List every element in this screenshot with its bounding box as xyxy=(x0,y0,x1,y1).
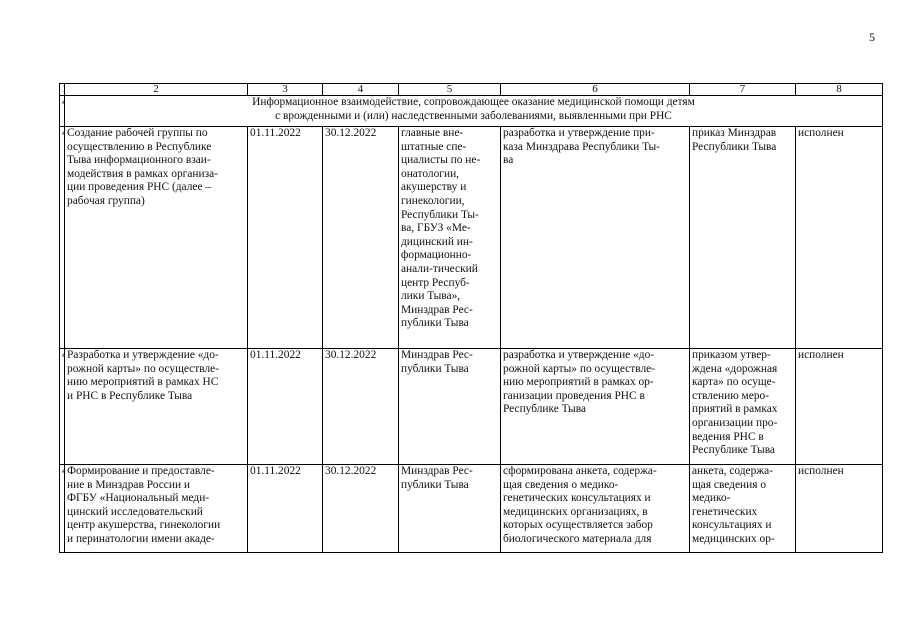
document-type: приказом утвер- ждена «дорожная карта» по осуще- ствлению меро- приятий в рамках организации про- ведения РНС в Республике Тыва xyxy=(690,349,796,465)
measure-name: Формирование и предоставле- ние в Минздрав России и ФГБУ «Национальный меди- цинский исследовательский центр акушерства, гинекологии и перинатологии имени акаде- xyxy=(65,465,248,553)
section-title: Информационное взаимодействие, сопровождающее оказание медицинской помощи детям с врожденными и (или) наследственными заболеваниями, выявленными при РНС xyxy=(65,96,883,127)
expected-result: разработка и утверждение «до- рожной карты» по осуществле- нию мероприятий в рамках ор- ганизации проведения РНС в Республике Тыва xyxy=(501,349,690,465)
status: исполнен xyxy=(796,127,883,349)
table-row xyxy=(60,465,883,553)
expected-result: сформирована анкета, содержа- щая сведения о медико- генетических консультациях и медицинских организациях, в которых осуществляется забор биологического материала для xyxy=(501,465,690,553)
table-row xyxy=(60,349,883,465)
end-date: 30.12.2022 xyxy=(323,465,399,553)
end-date: 30.12.2022 xyxy=(323,349,399,465)
responsible: Минздрав Рес- публики Тыва xyxy=(399,349,501,465)
column-number-4: 4 xyxy=(323,84,399,96)
start-date: 01.11.2022 xyxy=(248,349,323,465)
responsible: главные вне- штатные спе- циалисты по не- онатологии, акушерству и гинекологии, Республики Ты- ва, ГБУЗ «Ме- дицинский ин- формационно- анали-тический центр Респуб- лики Тыва», Минздрав Рес- публики Тыва xyxy=(399,127,501,349)
start-date: 01.11.2022 xyxy=(248,127,323,349)
start-date: 01.11.2022 xyxy=(248,465,323,553)
end-date: 30.12.2022 xyxy=(323,127,399,349)
measure-name: Разработка и утверждение «до- рожной карты» по осуществле- нию мероприятий в рамках НС и РНС в Республике Тыва xyxy=(65,349,248,465)
table-row xyxy=(60,127,883,349)
column-number-3: 3 xyxy=(248,84,323,96)
measures-table xyxy=(59,83,883,553)
responsible: Минздрав Рес- публики Тыва xyxy=(399,465,501,553)
section-row xyxy=(60,96,883,127)
document-type: анкета, содержа- щая сведения о медико- генетических консультациях и медицинских ор- xyxy=(690,465,796,553)
expected-result: разработка и утверждение при- каза Минздрава Республики Ты- ва xyxy=(501,127,690,349)
measure-name: Создание рабочей группы по осуществлению в Республике Тыва информационного взаи- модействия в рамках организа- ции проведения РНС (далее – рабочая группа) xyxy=(65,127,248,349)
column-number-7: 7 xyxy=(690,84,796,96)
status: исполнен xyxy=(796,349,883,465)
document-type: приказ Минздрав Республики Тыва xyxy=(690,127,796,349)
column-number-6: 6 xyxy=(501,84,690,96)
column-number-2: 2 xyxy=(65,84,248,96)
status: исполнен xyxy=(796,465,883,553)
column-number-5: 5 xyxy=(399,84,501,96)
column-number-8: 8 xyxy=(796,84,883,96)
table-header-row xyxy=(60,84,883,96)
column-number-1 xyxy=(60,84,65,96)
page-number: 5 xyxy=(869,30,875,44)
